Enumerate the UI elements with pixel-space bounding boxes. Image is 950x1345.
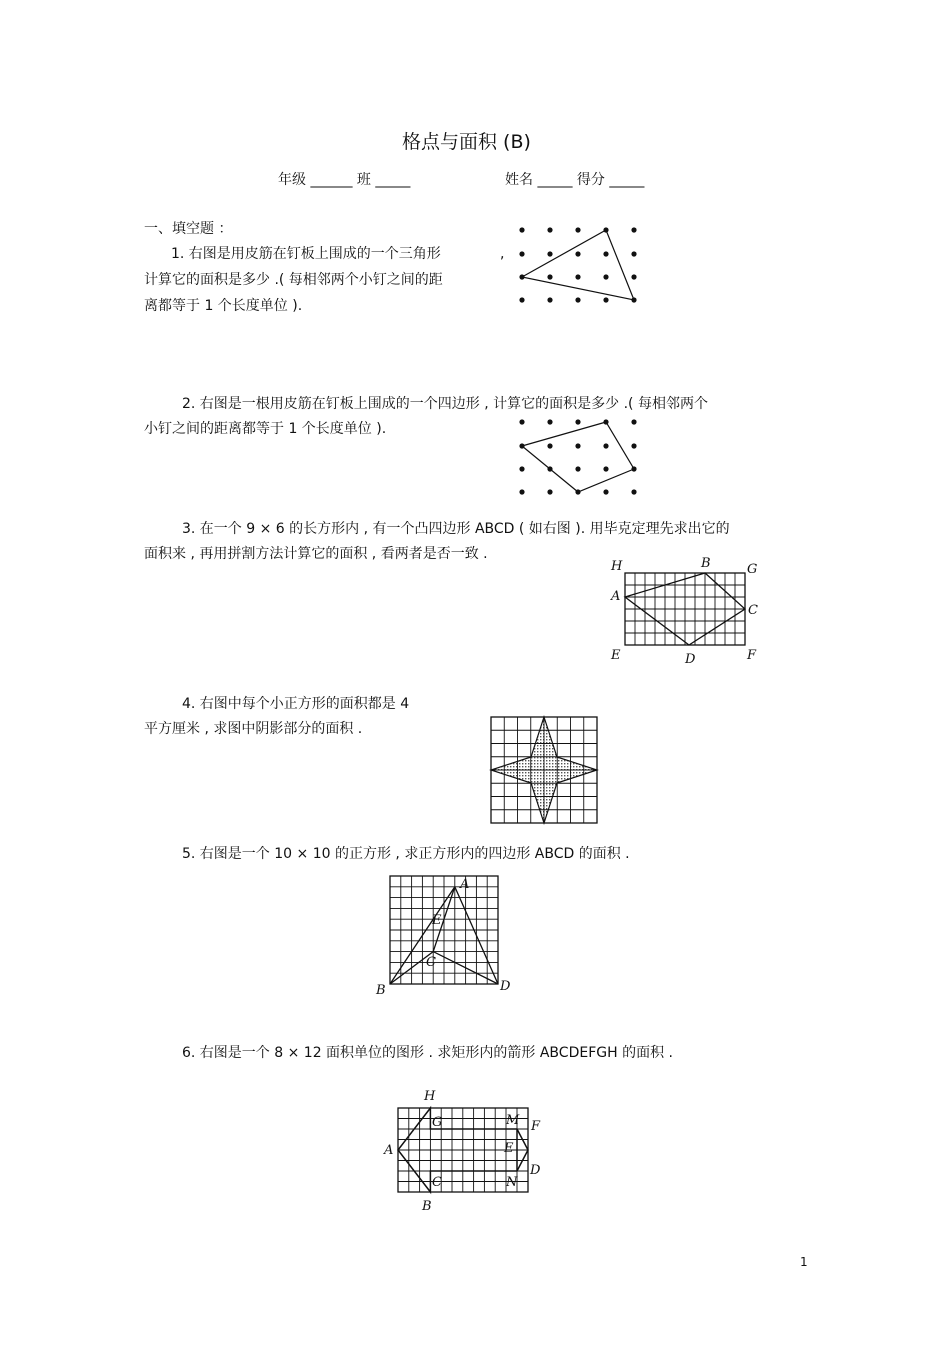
q5-label-e: E (432, 913, 442, 928)
q2-quadrilateral (522, 422, 634, 492)
q1-comma: , (500, 246, 505, 262)
q6-label-h: H (424, 1089, 436, 1104)
q6-label-c: C (432, 1175, 442, 1190)
q3-label-e: E (611, 648, 621, 663)
q1-pegboard-triangle (510, 220, 650, 320)
q5-label-a: A (460, 877, 470, 892)
q3-label-c: C (748, 603, 758, 618)
q3-grid (625, 573, 745, 645)
section-heading: 一、填空题 ： (144, 221, 233, 237)
page-number: 1 (800, 1255, 808, 1269)
q6-line1: 6. 右图是一个 8 × 12 面积单位的图形 . 求矩形内的箭形 ABCDEFGH 的面积 . (182, 1045, 673, 1061)
q6-label-m: M (506, 1113, 520, 1128)
q6-label-e: E (504, 1141, 514, 1156)
q1-line1: 1. 右图是用皮筋在钉板上围成的一个三角形 (171, 246, 441, 262)
q3-label-f: F (747, 648, 757, 663)
q5-grid-figure (372, 872, 522, 1002)
q5-line1: 5. 右图是一个 10 × 10 的正方形 , 求正方形内的四边形 ABCD 的面积 . (182, 846, 630, 862)
q1-pegs (519, 227, 636, 302)
q2-pegs (519, 419, 636, 494)
q1-triangle (522, 230, 634, 300)
q4-grid (491, 717, 597, 823)
q2-line2: 小钉之间的距离都等于 1 个长度单位 ). (144, 421, 387, 437)
name-score-line: 姓名 _____ 得分 _____ (505, 172, 645, 188)
q6-label-d: D (530, 1163, 541, 1178)
q3-grid-figure (605, 555, 775, 670)
page-title: 格点与面积 (B) (402, 131, 531, 153)
q6-label-n: N (506, 1175, 518, 1190)
q3-line1: 3. 在一个 9 × 6 的长方形内 , 有一个凸四边形 ABCD ( 如右图 ). 用毕克定理先求出它的 (182, 521, 730, 537)
q2-pegboard-quadrilateral (510, 412, 650, 502)
q6-label-b: B (422, 1199, 432, 1214)
q3-label-g: G (747, 562, 758, 577)
q1-line3: 离都等于 1 个长度单位 ). (144, 298, 303, 314)
q6-label-g: G (432, 1115, 443, 1130)
q4-line2: 平方厘米 , 求图中阴影部分的面积 . (144, 721, 363, 737)
q6-label-f: F (531, 1119, 541, 1134)
q5-label-c: C (426, 955, 436, 970)
q5-label-d: D (500, 979, 511, 994)
q3-label-b: B (701, 556, 711, 571)
q3-line2: 面积来 , 再用拼割方法计算它的面积 , 看两者是否一致 . (144, 546, 488, 562)
q2-line1: 2. 右图是一根用皮筋在钉板上围成的一个四边形 , 计算它的面积是多少 .( 每相邻两个 (182, 396, 708, 412)
q3-label-a: A (611, 589, 621, 604)
q3-label-h: H (611, 559, 623, 574)
q5-grid (390, 876, 498, 984)
q4-star-figure (489, 715, 601, 827)
q5-label-b: B (376, 983, 386, 998)
q1-line2: 计算它的面积是多少 .( 每相邻两个小钉之间的距 (144, 272, 443, 288)
q6-grid-figure (380, 1086, 550, 1216)
q3-label-d: D (685, 652, 696, 667)
grade-class-line: 年级 ______ 班 _____ (278, 172, 411, 188)
q6-label-a: A (384, 1143, 394, 1158)
q4-line1: 4. 右图中每个小正方形的面积都是 4 (182, 696, 410, 712)
